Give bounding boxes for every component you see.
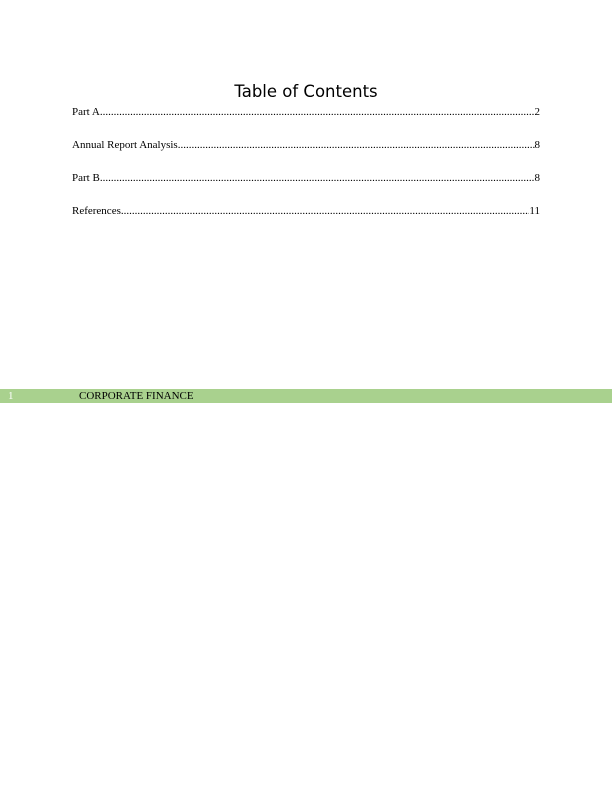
toc-entry-page: 8 — [534, 172, 540, 184]
toc-entry-label: Part A — [72, 106, 100, 118]
toc-entry-annual-report-analysis[interactable] — [72, 136, 540, 152]
toc-entry-part-a[interactable] — [72, 103, 540, 119]
toc-entry-label: Annual Report Analysis — [72, 139, 178, 151]
toc-list — [72, 103, 540, 235]
toc-entry-page: 11 — [529, 205, 540, 217]
toc-dot-leader — [100, 171, 535, 185]
toc-entry-part-b[interactable] — [72, 169, 540, 185]
toc-entry-references[interactable] — [72, 202, 540, 218]
toc-entry-page: 2 — [534, 106, 540, 118]
footer-page-number: 1 — [8, 390, 14, 402]
toc-dot-leader — [178, 138, 535, 152]
toc-entry-page: 8 — [534, 139, 540, 151]
running-header: CORPORATE FINANCE — [79, 390, 194, 402]
footer-band — [0, 389, 612, 403]
toc-dot-leader — [100, 105, 535, 119]
toc-entry-label: References — [72, 205, 121, 217]
toc-dot-leader — [121, 204, 530, 218]
toc-title: Table of Contents — [234, 82, 378, 101]
toc-entry-label: Part B — [72, 172, 100, 184]
